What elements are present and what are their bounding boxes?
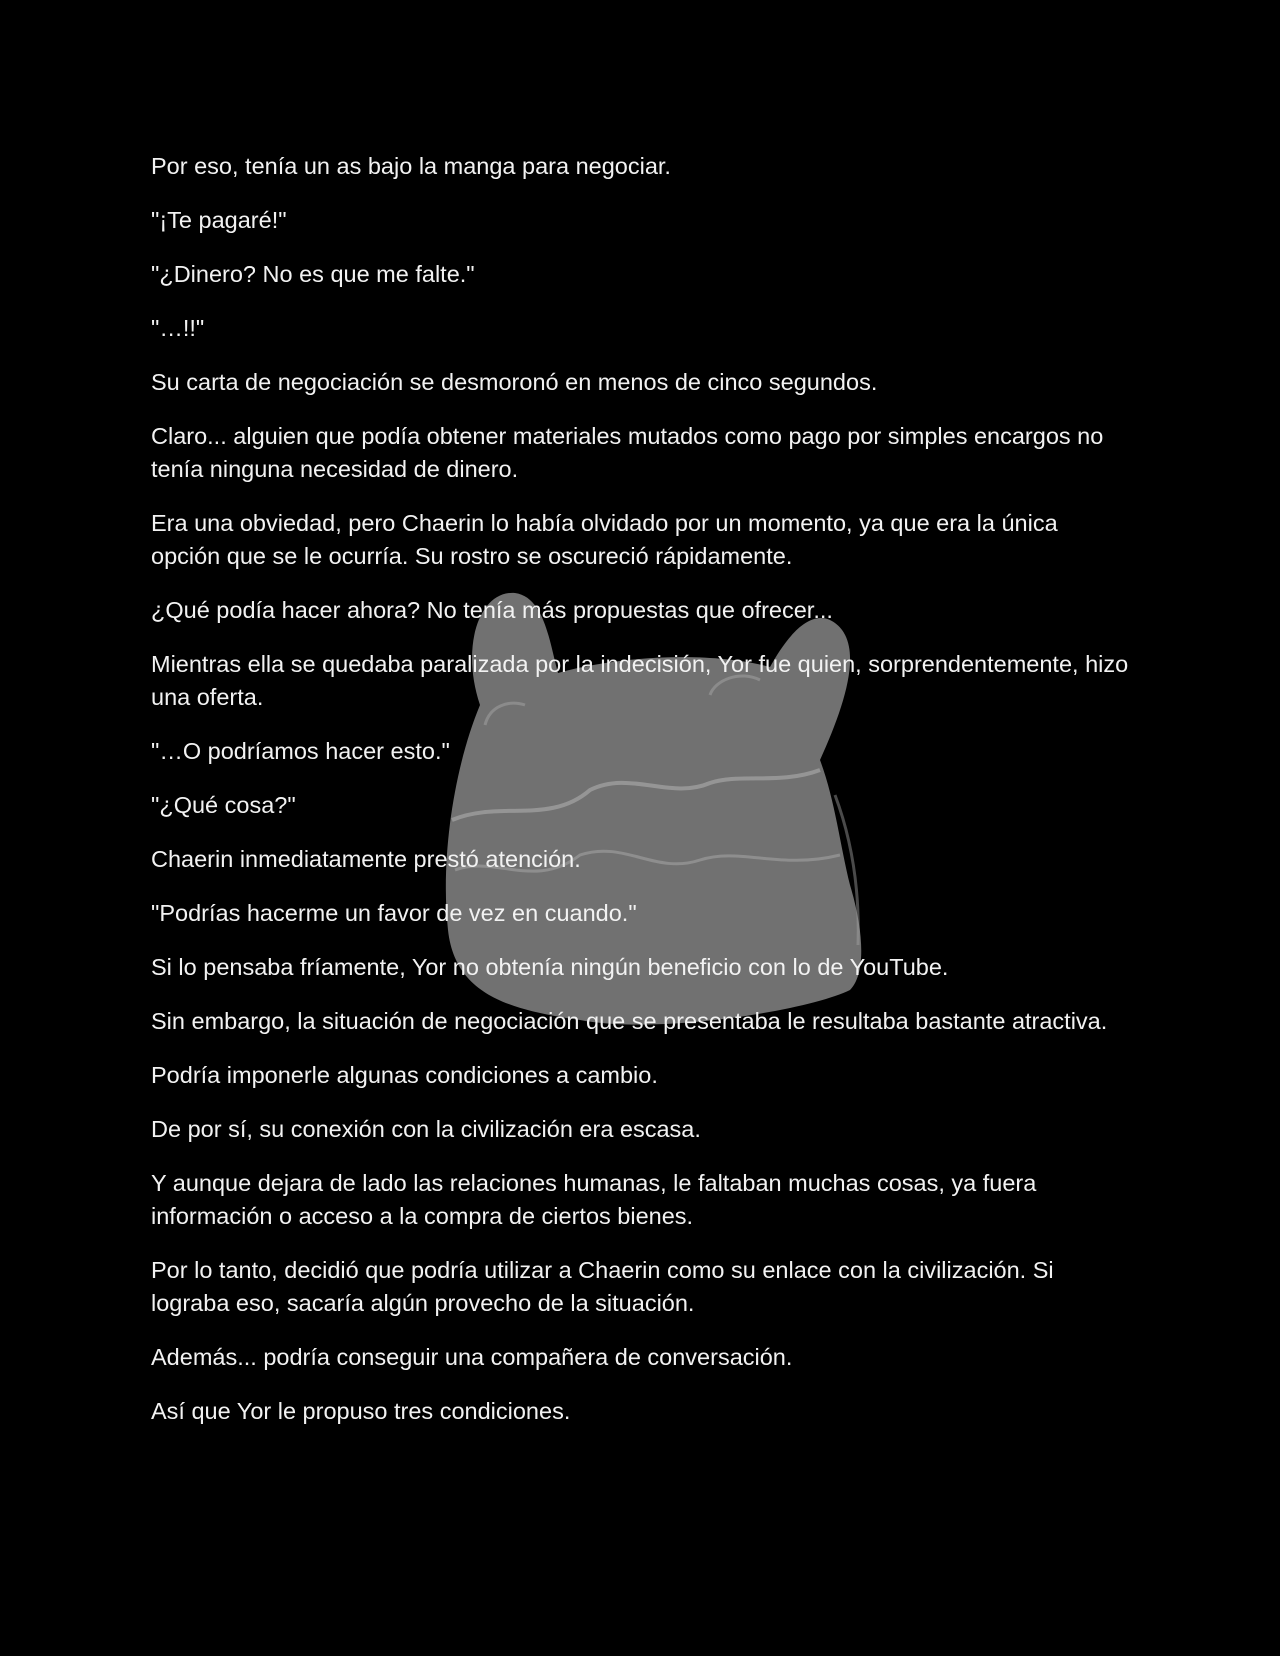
paragraph: "¡Te pagaré!" <box>151 207 287 233</box>
paragraph: De por sí, su conexión con la civilización era escasa. <box>151 1116 701 1142</box>
paragraph: Mientras ella se quedaba paralizada por la indecisión, Yor fue quien, sorprendentemente, hizo una oferta. <box>151 651 1129 710</box>
paragraph: "Podrías hacerme un favor de vez en cuando." <box>151 900 637 926</box>
paragraph: Sin embargo, la situación de negociación que se presentaba le resultaba bastante atractiva. <box>151 1008 1108 1034</box>
paragraph: Claro... alguien que podía obtener materiales mutados como pago por simples encargos no tenía ninguna necesidad de dinero. <box>151 423 1104 482</box>
paragraph: Si lo pensaba fríamente, Yor no obtenía ningún beneficio con lo de YouTube. <box>151 954 949 980</box>
text-body <box>151 150 1131 1449</box>
paragraph: Por eso, tenía un as bajo la manga para negociar. <box>151 153 671 179</box>
paragraph: Por lo tanto, decidió que podría utilizar a Chaerin como su enlace con la civilización. Si lograba eso, sacaría algún provecho de la situación. <box>151 1257 1054 1316</box>
paragraph: Chaerin inmediatamente prestó atención. <box>151 846 581 872</box>
paragraph: Era una obviedad, pero Chaerin lo había olvidado por un momento, ya que era la única opción que se le ocurría. Su rostro se oscureció rápidamente. <box>151 510 1058 569</box>
paragraph: "¿Qué cosa?" <box>151 792 296 818</box>
paragraph: "…O podríamos hacer esto." <box>151 738 450 764</box>
paragraph: Así que Yor le propuso tres condiciones. <box>151 1398 571 1424</box>
paragraph: "…!!" <box>151 315 205 341</box>
paragraph: Podría imponerle algunas condiciones a cambio. <box>151 1062 658 1088</box>
paragraph: Su carta de negociación se desmoronó en menos de cinco segundos. <box>151 369 878 395</box>
paragraph: Y aunque dejara de lado las relaciones humanas, le faltaban muchas cosas, ya fuera información o acceso a la compra de ciertos bienes. <box>151 1170 1037 1229</box>
paragraph: Además... podría conseguir una compañera de conversación. <box>151 1344 793 1370</box>
paragraph: "¿Dinero? No es que me falte." <box>151 261 475 287</box>
paragraph: ¿Qué podía hacer ahora? No tenía más propuestas que ofrecer... <box>151 597 833 623</box>
